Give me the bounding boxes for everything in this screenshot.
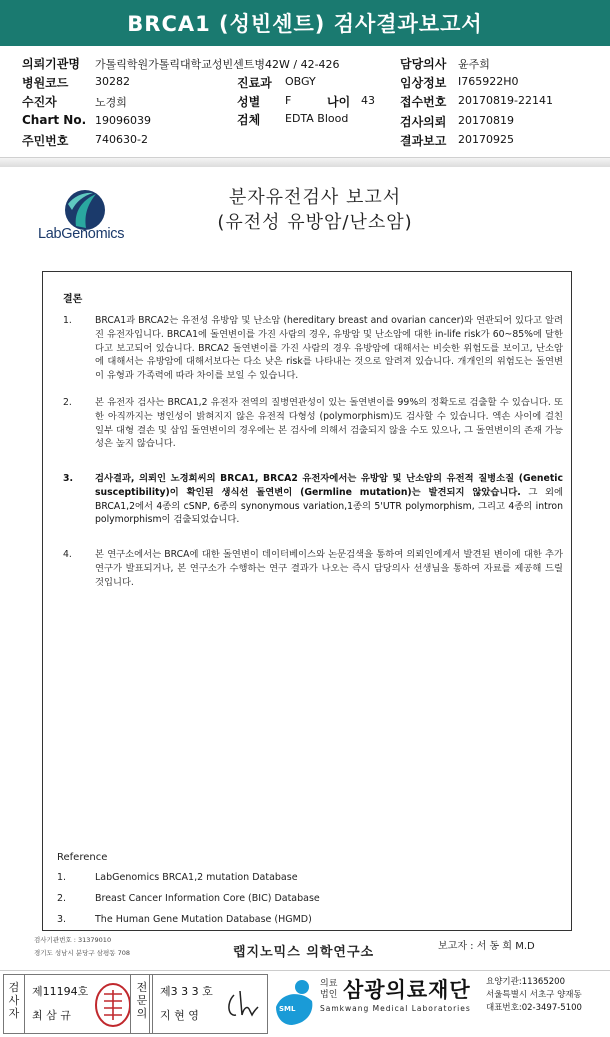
foundation-name: 삼광의료재단	[343, 978, 471, 1002]
specialist-divider	[152, 974, 153, 1034]
sex-value: F	[285, 94, 292, 107]
doctor-value: 윤주희	[458, 58, 490, 71]
examiner-seal-icon	[92, 980, 134, 1030]
receipt-label: 접수번호	[400, 95, 447, 109]
facility-value: 가톨릭학원가톨릭대학교성빈센트병42W / 42-426	[95, 58, 340, 71]
reference-heading: Reference	[57, 852, 108, 863]
paragraph-result-tail: 그 외에 BRCA1,2에서 4종의 cSNP, 6종의 synonymous variation,1종의 5'UTR polymorphism, 그리고 4종의 intron polymorphism이 검출되었습니다.	[95, 486, 563, 526]
doctor-label: 담당의사	[400, 57, 447, 71]
footer-license: 검사기관번호 : 31379010	[34, 936, 112, 944]
hospital-code-value: 30282	[95, 75, 130, 88]
report-value: 20170925	[458, 133, 514, 146]
specialist-license: 제3 3 3 호	[160, 985, 213, 998]
paragraph-number: 2.	[63, 397, 72, 408]
footer-address: 경기도 성남시 분당구 삼평동 708	[34, 949, 131, 957]
paragraph-number: 4.	[63, 549, 72, 560]
sex-label: 성별	[237, 95, 261, 109]
request-value: 20170819	[458, 114, 514, 127]
chart-label: Chart No.	[22, 113, 87, 127]
age-label: 나이	[327, 95, 351, 109]
paragraph-text: 본 유전자 검사는 BRCA1,2 유전자 전역의 질병연관성이 있는 돌연변이를 99%의 정확도로 검출할 수 있습니다. 또한 아직까지는 병인성이 밝혀지지 않은 유전적 다형성 (polymorphism)도 검사할 수 있습니다. 엑손 사이에 걸친 일부 대형 결손 및 삽입 돌연변이의 경우에는 본 검사에 의해서 검출되지 않을 수도 있으나, 그 돌연변이의 존재 가능성은 높지 않습니다.	[95, 397, 563, 450]
scanned-report	[0, 167, 610, 967]
document-title	[180, 185, 450, 235]
specimen-label: 검체	[237, 113, 261, 127]
paragraph-result-text: 검사결과, 의뢰인 노경희씨의 BRCA1, BRCA2 유전자에서는 유방암 및 난소암의 유전적 질병소질 (Genetic susceptibility)이 확인된 생식선 돌연변이 (Germline mutation)는 발견되지 않았습니다.	[95, 473, 563, 498]
institution-code: 요양기관:11365200	[486, 977, 565, 987]
document-title-line2: (유전성 유방암/난소암)	[217, 212, 413, 233]
reference-item	[57, 872, 298, 883]
specialist-vertical-label: 전문의	[136, 981, 148, 1020]
paragraph-2	[63, 396, 563, 451]
clinical-label: 임상정보	[400, 76, 447, 90]
id-label: 주민번호	[22, 134, 69, 148]
department-value: OBGY	[285, 75, 316, 88]
foundation-prefix-line1: 의료	[320, 979, 338, 989]
reference-text: Breast Cancer Information Core (BIC) Database	[95, 893, 320, 904]
sml-label: SML	[279, 1005, 296, 1013]
reference-number: 1.	[57, 872, 67, 883]
foundation-address: 서울특별시 서초구 양재동	[486, 990, 582, 1000]
facility-label: 의뢰기관명	[22, 57, 80, 71]
reference-number: 3.	[57, 914, 67, 925]
report-label: 결과보고	[400, 134, 447, 148]
document-title-line1: 분자유전검사 보고서	[228, 187, 402, 208]
department-label: 진료과	[237, 76, 272, 90]
paragraph-number: 3.	[63, 473, 74, 484]
specialist-name: 지 현 영	[160, 1009, 199, 1022]
report-frame	[42, 271, 572, 931]
foundation-phone: 대표번호:02-3497-5100	[486, 1003, 582, 1013]
foundation-english-name: Samkwang Medical Laboratories	[320, 1004, 471, 1013]
section-divider	[0, 157, 610, 167]
specimen-value: EDTA Blood	[285, 112, 349, 125]
paragraph-4	[63, 548, 563, 589]
foundation-contact	[486, 976, 610, 1015]
examiner-vertical-label: 검사자	[8, 981, 20, 1020]
logo-text: LabGenomics	[38, 226, 125, 242]
reference-item	[57, 893, 320, 904]
examiner-license: 제11194호	[32, 985, 89, 998]
clinical-value: I765922H0	[458, 75, 519, 88]
reference-text: LabGenomics BRCA1,2 mutation Database	[95, 872, 298, 883]
conclusion-heading: 결론	[63, 294, 83, 305]
report-title-bar	[0, 0, 610, 46]
hospital-code-label: 병원코드	[22, 76, 69, 90]
paragraph-number: 1.	[63, 315, 72, 326]
receipt-value: 20170819-22141	[458, 94, 553, 107]
foundation-prefix	[320, 979, 337, 1001]
paragraph-1	[63, 314, 563, 383]
examiner-name: 최 삼 규	[32, 1009, 71, 1022]
footer-organization: 랩지노믹스 의학연구소	[233, 945, 375, 960]
age-value: 43	[361, 94, 375, 107]
chart-value: 19096039	[95, 114, 151, 127]
paragraph-text: 본 연구소에서는 BRCA에 대한 돌연변이 데이터베이스와 논문검색을 통하여 의뢰인에게서 발견된 변이에 대한 추가 연구가 발표되거나, 본 연구소가 수행하는 연구 결과가 나오는 즉시 담당의사 선생님을 통하여 자료를 제공해 드릴 것입니다.	[95, 549, 563, 588]
foundation-prefix-line2: 법인	[320, 990, 338, 1000]
paragraph-3	[63, 472, 563, 527]
patient-label: 수진자	[22, 95, 57, 109]
patient-value: 노경희	[95, 96, 127, 109]
reference-text: The Human Gene Mutation Database (HGMD)	[95, 914, 312, 925]
request-label: 검사의뢰	[400, 115, 447, 129]
reference-item	[57, 914, 312, 925]
signature-strip	[0, 970, 610, 1037]
report-title: BRCA1 (성빈센트) 검사결과보고서	[127, 12, 483, 36]
footer-reporter: 보고자 : 서 동 희 M.D	[438, 941, 535, 952]
specialist-signature-icon	[222, 985, 262, 1025]
reference-number: 2.	[57, 893, 67, 904]
examiner-divider	[24, 974, 25, 1034]
id-value: 740630-2	[95, 133, 148, 146]
paragraph-text: BRCA1과 BRCA2는 유전성 유방암 및 난소암 (hereditary breast and ovarian cancer)와 연관되어 있다고 알려진 유전자입니다. BRCA1에 돌연변이를 가진 사람의 경우, 유방암 및 난소암에 대한 in-life risk가 60~85%에 달한다고 보고되어 있습니다. BRCA2 돌연변이를 가진 사람의 경우 유방암에 대해서는 비슷한 위험도를 보이고, 난소암에 대해서는 유방암에 대해서보다는 다소 낮은 risk를 나타내는 것으로 알려져 있습니다. 개개인의 위험도는 돌연변이 유형과 가족력에 따라 차이를 보일 수 있습니다.	[95, 315, 563, 382]
patient-info-panel	[0, 48, 610, 152]
